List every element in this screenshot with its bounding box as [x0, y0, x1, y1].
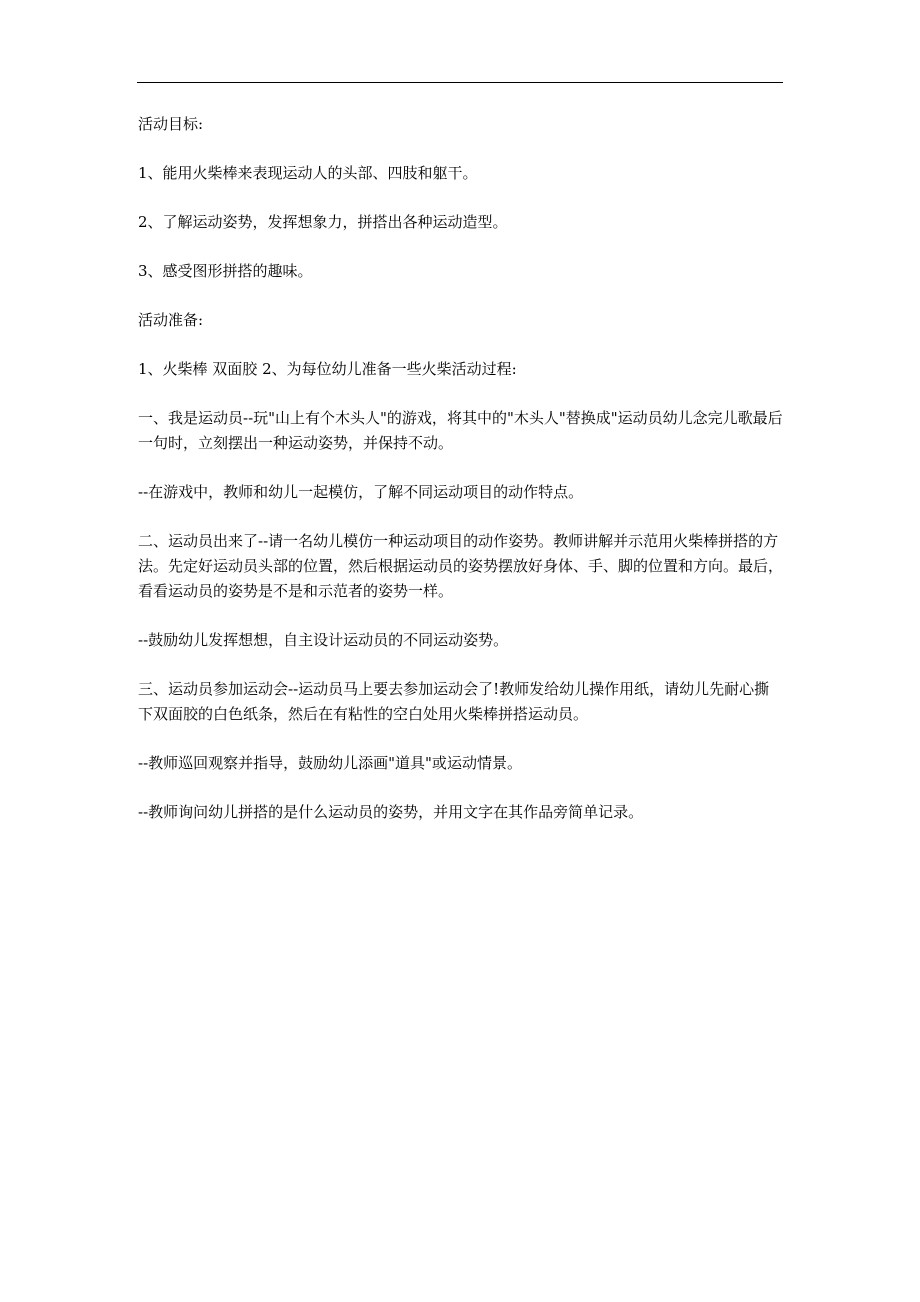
process-step-3-note-1: --教师巡回观察并指导，鼓励幼儿添画"道具"或运动情景。 [138, 754, 522, 772]
process-step-1: 一、我是运动员--玩"山上有个木头人"的游戏，将其中的"木头人"替换成"运动员幼儿念完儿歌最后一句时，立刻摆出一种运动姿势，并保持不动。 [138, 409, 783, 452]
process-step-3: 三、运动员参加运动会--运动员马上要去参加运动会了!教师发给幼儿操作用纸，请幼儿先耐心撕下双面胶的白色纸条，然后在有粘性的空白处用火柴棒拼搭运动员。 [138, 680, 770, 723]
goal-item-3: 3、感受图形拼搭的趣味。 [138, 262, 313, 280]
process-step-2-note: --鼓励幼儿发挥想想，自主设计运动员的不同运动姿势。 [138, 631, 509, 649]
process-step-3-note-2: --教师询问幼儿拼搭的是什么运动员的姿势，并用文字在其作品旁简单记录。 [138, 803, 644, 821]
header-rule [137, 82, 783, 83]
preparation-item: 1、火柴棒 双面胶 2、为每位幼儿准备一些火柴活动过程: [138, 360, 517, 378]
document-body [138, 112, 784, 849]
process-step-1-note: --在游戏中，教师和幼儿一起模仿，了解不同运动项目的动作特点。 [138, 483, 584, 501]
goal-item-2: 2、了解运动姿势，发挥想象力，拼搭出各种运动造型。 [138, 213, 508, 231]
section-heading-preparation: 活动准备: [138, 311, 204, 329]
process-step-2: 二、运动员出来了--请一名幼儿模仿一种运动项目的动作姿势。教师讲解并示范用火柴棒拼搭的方法。先定好运动员头部的位置，然后根据运动员的姿势摆放好身体、手、脚的位置和方向。最后，看看运动员的姿势是不是和示范者的姿势一样。 [138, 532, 784, 600]
goal-item-1: 1、能用火柴棒来表现运动人的头部、四肢和躯干。 [138, 164, 478, 182]
section-heading-goals: 活动目标: [138, 115, 204, 133]
